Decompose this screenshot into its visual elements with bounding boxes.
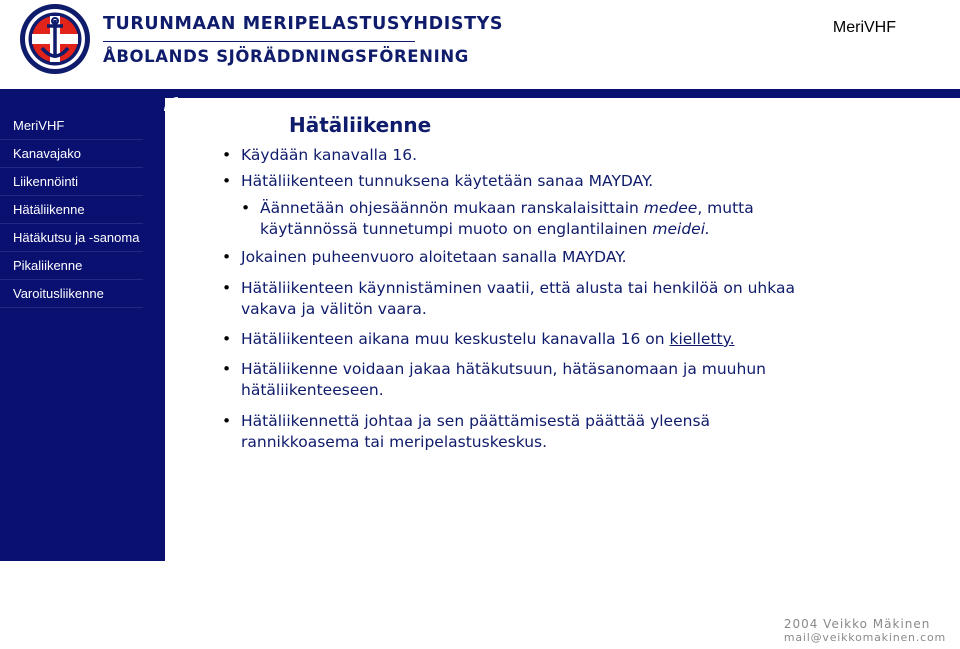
other-talk-text: Hätäliikenteen aikana muu keskustelu kanavalla 16 on xyxy=(241,330,670,348)
sidebar-item-liikennointi[interactable]: Liikennöinti xyxy=(0,168,143,196)
forbidden-link[interactable]: kielletty. xyxy=(669,330,735,348)
pronunciation-text-1: Äännetään ohjesäännön mukaan ranskalaisittain xyxy=(260,199,644,217)
frame-corner xyxy=(164,97,178,111)
pronunciation-meidei: meidei xyxy=(652,220,705,238)
bullet-channel: • Käydään kanavalla 16. xyxy=(222,145,922,166)
pronunciation-end: . xyxy=(705,220,710,238)
page-title: Hätäliikenne xyxy=(289,113,432,137)
bullet-mayday-word: • Hätäliikenteen tunnuksena käytetään sanaa MAYDAY. xyxy=(222,171,922,192)
org-name-sv: ÅBOLANDS SJÖRÄDDNINGSFÖRENING xyxy=(103,47,469,66)
sidebar-item-hataliikenne[interactable]: Hätäliikenne xyxy=(0,196,143,224)
site-title: MeriVHF xyxy=(832,19,896,36)
bullet-start-condition: • Hätäliikenteen käynnistäminen vaatii, että alusta tai henkilöä on uhkaa vakava ja välitön vaara. xyxy=(222,278,846,320)
pronunciation-text-2: , mutta käytännössä tunnetumpi muoto on englantilainen xyxy=(260,199,754,238)
sidebar-item-kanavajako[interactable]: Kanavajako xyxy=(0,140,143,168)
logo-icon xyxy=(18,2,92,76)
footer xyxy=(784,617,946,644)
bullet-categories: • Hätäliikenne voidaan jakaa hätäkutsuun, hätäsanomaan ja muuhun hätäliikenteeseen. xyxy=(222,359,801,401)
sidebar-item-varoitusliikenne[interactable]: Varoitusliikenne xyxy=(0,280,143,308)
sidebar-item-merivhf[interactable]: MeriVHF xyxy=(0,112,143,140)
org-name-fi: TURUNMAAN MERIPELASTUSYHDISTYS xyxy=(103,14,504,34)
header-divider xyxy=(103,41,415,42)
main-content xyxy=(222,145,922,453)
footer-copyright: 2004 Veikko Mäkinen xyxy=(783,617,931,631)
pronunciation-medee: medee xyxy=(643,199,698,217)
sidebar-item-hatakutsu[interactable]: Hätäkutsu ja -sanoma xyxy=(0,224,143,252)
footer-email[interactable]: mail@veikkomakinen.com xyxy=(783,631,946,644)
bullet-other-talk xyxy=(222,329,922,350)
bullet-pronunciation xyxy=(241,198,800,240)
bullet-control: • Hätäliikennettä johtaa ja sen päättämisestä päättää yleensä rannikkoasema tai meripelastuskeskus. xyxy=(222,411,821,453)
sidebar-item-pikaliikenne[interactable]: Pikaliikenne xyxy=(0,252,143,280)
bullet-each-turn: • Jokainen puheenvuoro aloitetaan sanalla MAYDAY. xyxy=(222,247,922,268)
sidebar-nav xyxy=(0,112,143,308)
